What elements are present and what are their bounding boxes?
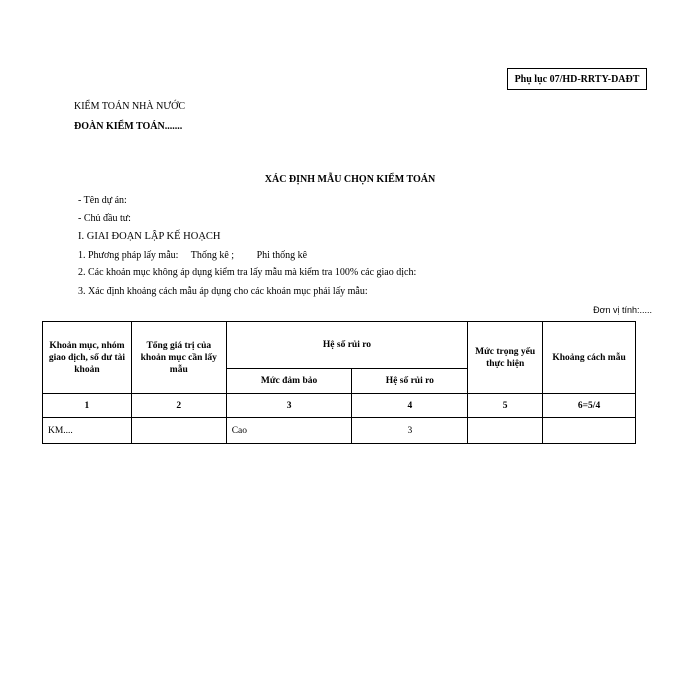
sampling-method-line: 1. Phương pháp lấy mẫu: Thống kê ; Phi thống kê [78, 250, 308, 261]
table-cell-interval [543, 418, 636, 444]
column-number: 5 [468, 394, 543, 418]
audit-team: ĐOÀN KIỂM TOÁN....... [74, 121, 183, 132]
non-sampled-items-line: 2. Các khoản mục không áp dụng kiểm tra lấy mẫu mà kiểm tra 100% các giao dịch: [78, 267, 417, 278]
investor-line: - Chủ đầu tư: [78, 213, 131, 224]
unit-label: Đơn vị tính:..... [593, 305, 652, 315]
org-name: KIỂM TOÁN NHÀ NƯỚC [74, 101, 186, 112]
column-number: 2 [131, 394, 226, 418]
sample-interval-line: 3. Xác định khoảng cách mẫu áp dụng cho các khoản mục phải lấy mẫu: [78, 286, 368, 297]
table-cell-item: KM.... [43, 418, 132, 444]
table-cell-materiality [468, 418, 543, 444]
table-cell-total-value [131, 418, 226, 444]
document-title: XÁC ĐỊNH MẪU CHỌN KIỂM TOÁN [264, 174, 436, 185]
header-risk-factor-group: Hệ số rủi ro [226, 322, 468, 369]
appendix-label: Phụ lục 07/HD-RRTY-DAĐT [507, 68, 647, 90]
header-risk-factor: Hệ số rủi ro [352, 369, 468, 394]
phase-heading: I. GIAI ĐOẠN LẬP KẾ HOẠCH [78, 231, 221, 242]
project-name-line: - Tên dự án: [78, 195, 127, 206]
header-total-value: Tổng giá trị của khoản mục cần lấy mẫu [131, 322, 226, 394]
column-number: 1 [43, 394, 132, 418]
header-materiality: Mức trọng yếu thực hiện [468, 322, 543, 394]
column-number: 6=5/4 [543, 394, 636, 418]
table-cell-assurance: Cao [226, 418, 352, 444]
header-account-item: Khoản mục, nhóm giao dịch, số dư tài khoản [43, 322, 132, 394]
header-sample-interval: Khoảng cách mẫu [543, 322, 636, 394]
table-cell-risk-factor: 3 [352, 418, 468, 444]
header-assurance-level: Mức đảm bảo [226, 369, 352, 394]
column-number: 3 [226, 394, 352, 418]
sampling-table [42, 321, 636, 444]
column-number: 4 [352, 394, 468, 418]
